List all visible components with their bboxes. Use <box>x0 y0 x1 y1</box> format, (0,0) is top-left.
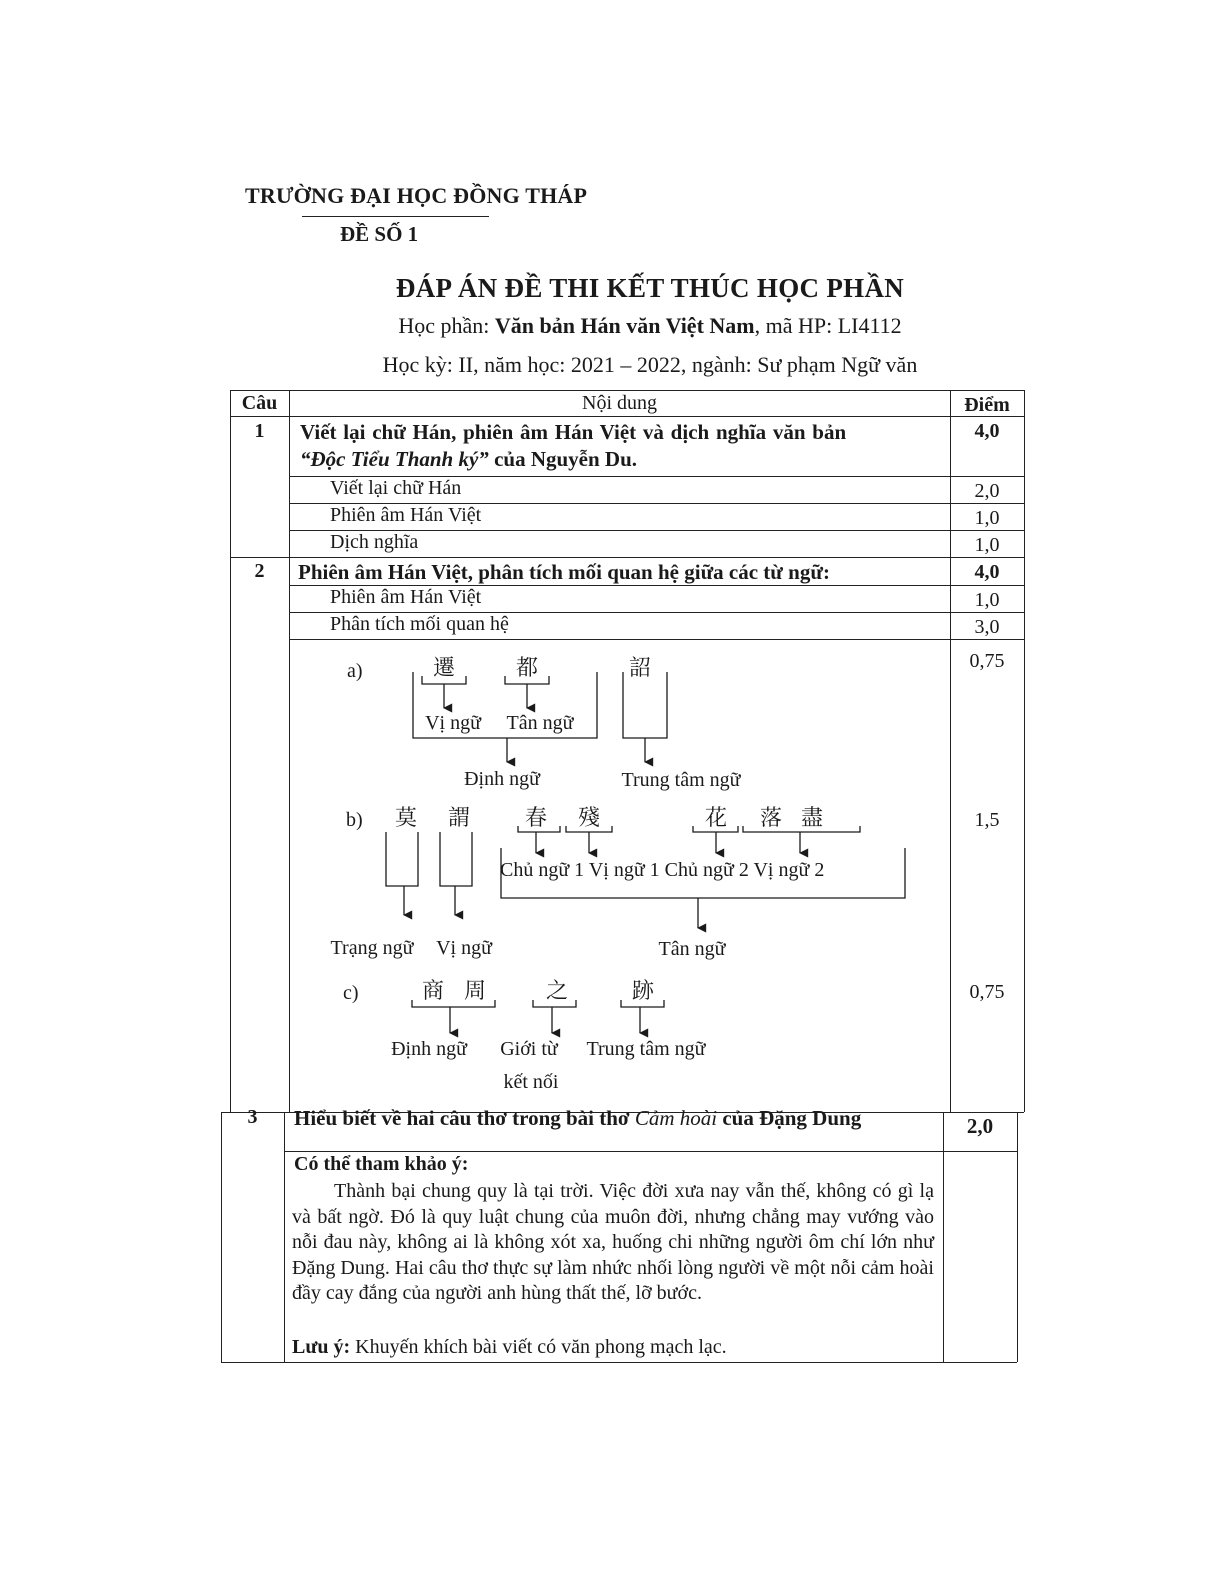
header-content: Nội dung <box>582 392 657 414</box>
q2-item-label: Phân tích mối quan hệ <box>330 613 509 635</box>
q2-title: Phiên âm Hán Việt, phân tích mối quan hệ giữa các từ ngữ: <box>298 560 830 584</box>
diagram-c-score: 0,75 <box>969 981 1005 1003</box>
han-char: 謂 <box>447 805 471 830</box>
q1-item-label: Viết lại chữ Hán <box>330 477 462 499</box>
role-label: kết nối <box>503 1071 559 1093</box>
q1-title-line1: Viết lại chữ Hán, phiên âm Hán Việt và dịch nghĩa văn bản <box>300 420 847 444</box>
q2-item-score: 3,0 <box>974 616 1000 638</box>
role-label: Trung tâm ngữ <box>621 769 741 791</box>
q3-title-post: của Đặng Dung <box>717 1106 862 1130</box>
role-label: Vị ngữ <box>425 712 481 734</box>
q1-item-score: 1,0 <box>974 507 1000 529</box>
han-char: 跡 <box>631 978 655 1003</box>
q3-title <box>294 1106 861 1131</box>
course-name: Văn bản Hán văn Việt Nam <box>494 313 755 338</box>
q3-title-pre: Hiểu biết về hai câu thơ trong bài thơ <box>294 1106 635 1130</box>
q2-item-score: 1,0 <box>974 589 1000 611</box>
han-char: 遷 <box>432 655 456 680</box>
diagram-b-score: 1,5 <box>974 809 1000 831</box>
role-label: Trung tâm ngữ <box>586 1038 706 1060</box>
q1-work-title: “Độc Tiểu Thanh ký” <box>300 447 489 471</box>
q1-score: 4,0 <box>974 420 1000 442</box>
han-char: 莫 <box>394 805 418 830</box>
han-char: 之 <box>545 978 569 1003</box>
q2-number: 2 <box>254 560 265 582</box>
han-char: 落 <box>759 805 783 830</box>
q3-score: 2,0 <box>966 1114 994 1138</box>
exam-number: ĐỀ SỐ 1 <box>340 222 419 246</box>
role-label-inner: Chủ ngữ 1 Vị ngữ 1 Chủ ngữ 2 Vị ngữ 2 <box>500 859 825 881</box>
role-label: Tân ngữ <box>506 712 574 734</box>
han-char: 詔 <box>628 655 652 680</box>
course-suffix: , mã HP: LI4112 <box>754 313 902 338</box>
diagram-b-label: b) <box>346 809 363 831</box>
han-char: 殘 <box>577 805 601 830</box>
q3-note-label: Lưu ý: <box>292 1336 351 1358</box>
han-char: 春 <box>524 805 548 830</box>
role-label: Vị ngữ <box>436 937 492 959</box>
role-label: Định ngữ <box>464 768 540 790</box>
q2-score: 4,0 <box>974 561 1000 583</box>
document-title: ĐÁP ÁN ĐỀ THI KẾT THÚC HỌC PHẦN <box>395 273 905 303</box>
q3-work-title: Cảm hoài <box>634 1106 718 1130</box>
header-score: Điểm <box>964 394 1010 416</box>
role-label: Tân ngữ <box>658 938 726 960</box>
q1-item-label: Phiên âm Hán Việt <box>330 504 482 526</box>
q1-item-score: 1,0 <box>974 534 1000 556</box>
q1-item-label: Dịch nghĩa <box>330 531 419 553</box>
han-char: 商 <box>421 978 445 1003</box>
han-char: 周 <box>463 978 487 1003</box>
q3-note-text: Khuyến khích bài viết có văn phong mạch lạc. <box>350 1336 727 1358</box>
q3-note <box>292 1336 727 1359</box>
course-prefix: Học phần: <box>398 313 495 338</box>
q3-reference-paragraph: Thành bại chung quy là tại trời. Việc đời xưa nay vẫn thế, không có gì lạ và bất ngờ. Đó là quy luật chung của muôn đời, nhưng chẳng may vướng vào nỗi đau này, không ai là không xót xa, huống chi những người ôm chí lớn như Đặng Dung. Hai câu thơ thực sự làm nhức nhối lòng người về một nỗi cảm hoài đầy cay đắng của người anh hùng thất thế, lỡ bước. <box>292 1180 934 1304</box>
han-char: 花 <box>704 805 728 830</box>
q3-number: 3 <box>247 1106 258 1128</box>
q2-item-label: Phiên âm Hán Việt <box>330 586 482 608</box>
han-char: 盡 <box>800 805 824 830</box>
q1-number: 1 <box>254 420 265 442</box>
school-name: TRƯỜNG ĐẠI HỌC ĐỒNG THÁP <box>245 183 588 208</box>
q3-reference-label: Có thể tham khảo ý: <box>294 1153 469 1175</box>
diagram-c-label: c) <box>343 982 359 1004</box>
role-label: Trạng ngữ <box>330 937 414 959</box>
q1-item-score: 2,0 <box>974 480 1000 502</box>
han-char: 都 <box>515 655 539 680</box>
term-line: Học kỳ: II, năm học: 2021 – 2022, ngành: Sư phạm Ngữ văn <box>382 352 918 377</box>
header-question: Câu <box>241 392 278 414</box>
diagram-a-label: a) <box>347 660 363 682</box>
q1-title-tail: của Nguyễn Du. <box>488 447 638 471</box>
role-label: Định ngữ <box>391 1038 467 1060</box>
diagram-a-score: 0,75 <box>969 650 1005 672</box>
role-label: Giới từ <box>500 1038 558 1060</box>
